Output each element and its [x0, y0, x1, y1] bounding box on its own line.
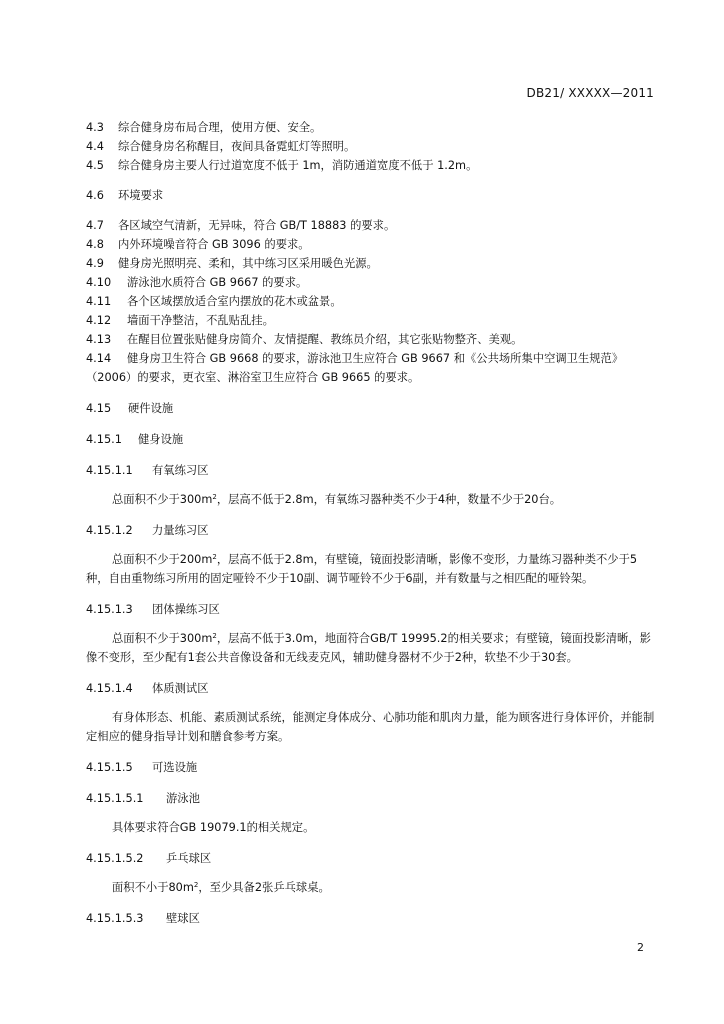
- clause-4-5: 4.5 综合健身房主要人行过道宽度不低于 1m，消防通道宽度不低于 1.2m。: [86, 159, 478, 172]
- clause-4-7: 4.7 各区域空气清新，无异味，符合 GB/T 18883 的要求。: [86, 219, 396, 232]
- clause-4-12: 4.12 墙面干净整洁，不乱贴乱挂。: [86, 314, 274, 327]
- clause-4-15: 4.15 硬件设施: [86, 402, 174, 415]
- clause-4-6: 4.6 环境要求: [86, 189, 164, 202]
- clause-4-15-1-2: 4.15.1.2 力量练习区: [86, 524, 209, 537]
- clause-4-4: 4.4 综合健身房名称醒目，夜间具备霓虹灯等照明。: [86, 140, 356, 153]
- clause-4-14: 4.14 健身房卫生符合 GB 9668 的要求，游泳池卫生应符合 GB 9667 和《公共场所集中空调卫生规范》（2006）的要求，更衣室、淋浴室卫生应符合 GB 9665 的要求。: [86, 352, 624, 384]
- clause-4-10: 4.10 游泳池水质符合 GB 9667 的要求。: [86, 276, 308, 289]
- clause-4-11: 4.11 各个区域摆放适合室内摆放的花木或盆景。: [86, 295, 342, 308]
- clause-4-8: 4.8 内外环境噪音符合 GB 3096 的要求。: [86, 238, 310, 251]
- clause-4-15-1-5: 4.15.1.5 可选设施: [86, 761, 198, 774]
- strength-area-requirements: 总面积不少于$200m^2$，层高不低于2.8m，有壁镜，镜面投影清晰，影像不变形，力量练习器种类不少于5种，自由重物练习所用的固定哑铃不少于10副、调节哑铃不少于6副，并有数量与之相匹配的哑铃架。: [86, 553, 638, 585]
- clause-4-15-1-3: 4.15.1.3 团体操练习区: [86, 603, 220, 616]
- clause-4-15-1-4: 4.15.1.4 体质测试区: [86, 682, 209, 695]
- clause-4-15-1: 4.15.1 健身设施: [86, 433, 184, 446]
- clause-4-15-1-1: 4.15.1.1 有氧练习区: [86, 464, 209, 477]
- clause-4-15-1-5-3: 4.15.1.5.3 壁球区: [86, 912, 200, 925]
- fitness-test-area-requirements: 有身体形态、机能、素质测试系统，能测定身体成分、心肺功能和肌肉力量，能为顾客进行身体评价，并能制定相应的健身指导计划和膳食参考方案。: [86, 711, 655, 743]
- clause-4-15-1-5-2: 4.15.1.5.2 乒乓球区: [86, 852, 212, 865]
- document-code-header: DB21/ XXXXX—2011: [526, 86, 654, 100]
- aerobic-area-requirements: 总面积不少于$300m^2$，层高不低于2.8m，有氧练习器种类不少于4种，数量不少于20台。: [112, 493, 562, 506]
- document-body: [86, 116, 656, 928]
- clause-4-13: 4.13 在醒目位置张贴健身房简介、友情提醒、教练员介绍，其它张贴物整齐、美观。: [86, 333, 523, 346]
- swimming-pool-requirements: 具体要求符合GB 19079.1的相关规定。: [112, 821, 315, 834]
- clause-4-9: 4.9 健身房光照明亮、柔和，其中练习区采用暖色光源。: [86, 257, 378, 270]
- page-number: 2: [637, 941, 644, 954]
- clause-4-3: 4.3 综合健身房布局合理，使用方便、安全。: [86, 121, 322, 134]
- table-tennis-requirements: 面积不小于$80m^2$，至少具备2张乒乓球桌。: [112, 881, 330, 894]
- clause-4-15-1-5-1: 4.15.1.5.1 游泳池: [86, 792, 200, 805]
- group-exercise-area-requirements: 总面积不少于$300m^2$，层高不低于3.0m，地面符合GB/T 19995.2的相关要求；有壁镜，镜面投影清晰，影像不变形，至少配有1套公共音像设备和无线麦克风，辅助健身器材不少于2种，软垫不少于30套。: [86, 632, 651, 664]
